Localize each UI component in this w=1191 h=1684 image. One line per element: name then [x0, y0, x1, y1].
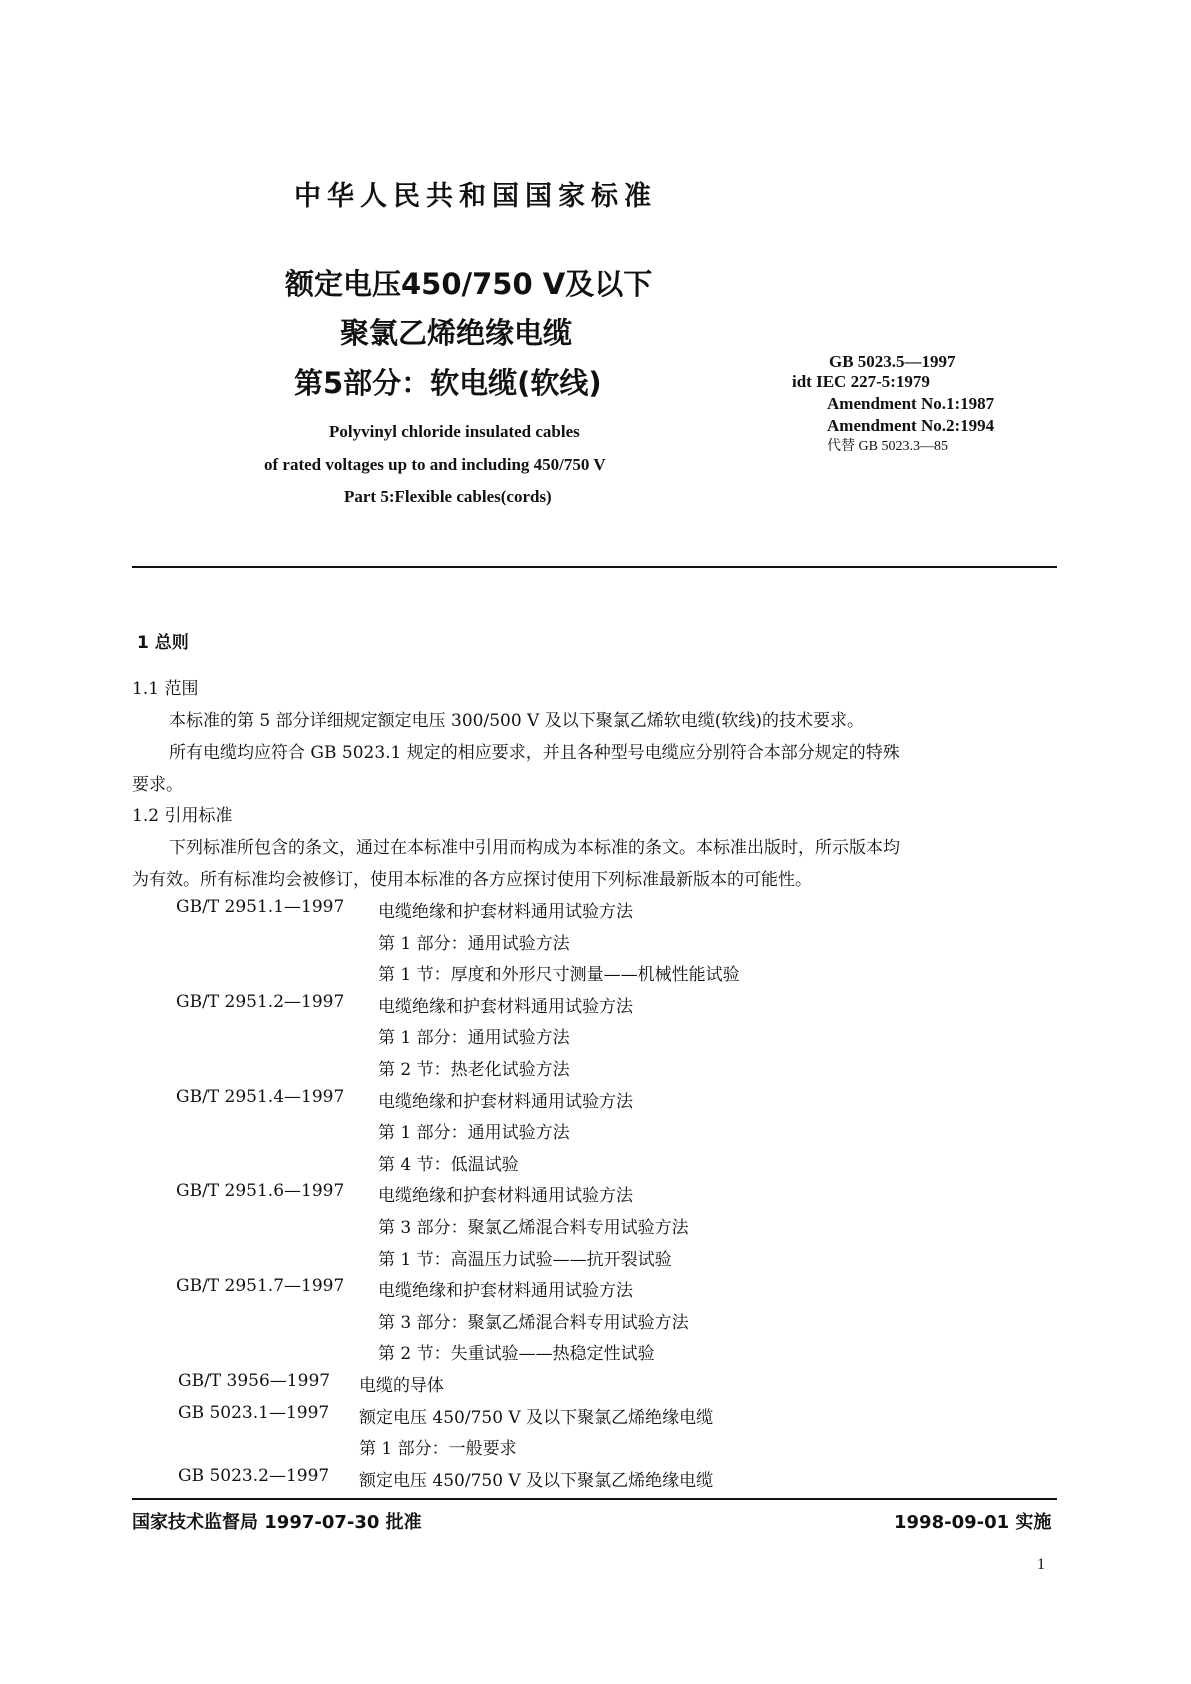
reference-title-line: 电缆绝缘和护套材料通用试验方法 [378, 902, 633, 922]
reference-code: GB 5023.1—1997 [178, 1403, 330, 1423]
national-standard-heading: 中华人民共和国国家标准 [294, 181, 657, 212]
cn-title-line-2: 聚氯乙烯绝缘电缆 [340, 316, 573, 350]
reference-code: GB/T 2951.7—1997 [176, 1276, 345, 1296]
footer-divider [132, 1498, 1057, 1500]
reference-code: GB 5023.2—1997 [178, 1466, 330, 1486]
reference-code: GB/T 2951.1—1997 [176, 897, 345, 917]
identical-standard: idt IEC 227-5:1979 [792, 372, 930, 391]
section-1-1-paragraph-1: 本标准的第 5 部分详细规定额定电压 300/500 V 及以下聚氯乙烯软电缆(软线)的技术要求。 [169, 711, 864, 731]
reference-code: GB/T 2951.6—1997 [176, 1181, 345, 1201]
amendment-1: Amendment No.1:1987 [827, 394, 995, 413]
reference-code: GB/T 2951.2—1997 [176, 992, 345, 1012]
reference-title-line: 电缆绝缘和护套材料通用试验方法 [378, 1092, 633, 1112]
reference-title-line: 第 3 部分：聚氯乙烯混合料专用试验方法 [378, 1313, 689, 1333]
reference-title-line: 第 2 节：热老化试验方法 [378, 1060, 570, 1080]
section-1-1-paragraph-2-line-2: 要求。 [132, 775, 183, 795]
cn-title-line-3: 第5部分：软电缆(软线) [294, 366, 602, 400]
reference-title-line: 第 1 节：厚度和外形尺寸测量——机械性能试验 [378, 965, 740, 985]
reference-title-line: 第 3 部分：聚氯乙烯混合料专用试验方法 [378, 1218, 689, 1238]
reference-title-line: 额定电压 450/750 V 及以下聚氯乙烯绝缘电缆 [359, 1471, 714, 1491]
reference-title-line: 第 4 节：低温试验 [378, 1155, 519, 1175]
approval-date: 国家技术监督局 1997-07-30 批准 [132, 1512, 422, 1533]
amendment-2: Amendment No.2:1994 [827, 416, 995, 435]
reference-title-line: 电缆的导体 [359, 1376, 444, 1396]
reference-title-line: 第 1 部分：通用试验方法 [378, 1123, 570, 1143]
reference-title-line: 额定电压 450/750 V 及以下聚氯乙烯绝缘电缆 [359, 1408, 714, 1428]
reference-title-line: 第 1 部分：通用试验方法 [378, 934, 570, 954]
standard-number: GB 5023.5—1997 [829, 352, 956, 371]
section-1-2-paragraph-line-1: 下列标准所包含的条文，通过在本标准中引用而构成为本标准的条文。本标准出版时，所示版本均 [169, 838, 900, 858]
reference-title-line: 电缆绝缘和护套材料通用试验方法 [378, 997, 633, 1017]
reference-title-line: 第 1 部分：通用试验方法 [378, 1028, 570, 1048]
reference-title-line: 第 2 节：失重试验——热稳定性试验 [378, 1344, 655, 1364]
section-1-1-paragraph-2-line-1: 所有电缆均应符合 GB 5023.1 规定的相应要求，并且各种型号电缆应分别符合本部分规定的特殊 [169, 743, 900, 763]
section-1-1-heading: 1.1 范围 [132, 679, 199, 699]
header-divider [132, 566, 1057, 568]
section-1-2-heading: 1.2 引用标准 [132, 806, 233, 826]
reference-title-line: 第 1 节：高温压力试验——抗开裂试验 [378, 1250, 672, 1270]
cn-title-line-1: 额定电压450/750 V及以下 [285, 267, 653, 301]
section-1-heading: 1 总则 [137, 633, 189, 653]
reference-title-line: 电缆绝缘和护套材料通用试验方法 [378, 1186, 633, 1206]
reference-title-line: 电缆绝缘和护套材料通用试验方法 [378, 1281, 633, 1301]
page-number: 1 [1037, 1556, 1045, 1573]
section-1-2-paragraph-line-2: 为有效。所有标准均会被修订，使用本标准的各方应探讨使用下列标准最新版本的可能性。 [132, 870, 812, 890]
replaces-standard: 代替 GB 5023.3—85 [827, 439, 948, 454]
implementation-date: 1998-09-01 实施 [894, 1512, 1052, 1533]
en-title-line-3: Part 5:Flexible cables(cords) [344, 487, 552, 506]
reference-code: GB/T 3956—1997 [178, 1371, 331, 1391]
en-title-line-1: Polyvinyl chloride insulated cables [329, 422, 580, 441]
reference-code: GB/T 2951.4—1997 [176, 1087, 345, 1107]
en-title-line-2: of rated voltages up to and including 450/750 V [264, 455, 606, 474]
reference-title-line: 第 1 部分：一般要求 [359, 1439, 517, 1459]
